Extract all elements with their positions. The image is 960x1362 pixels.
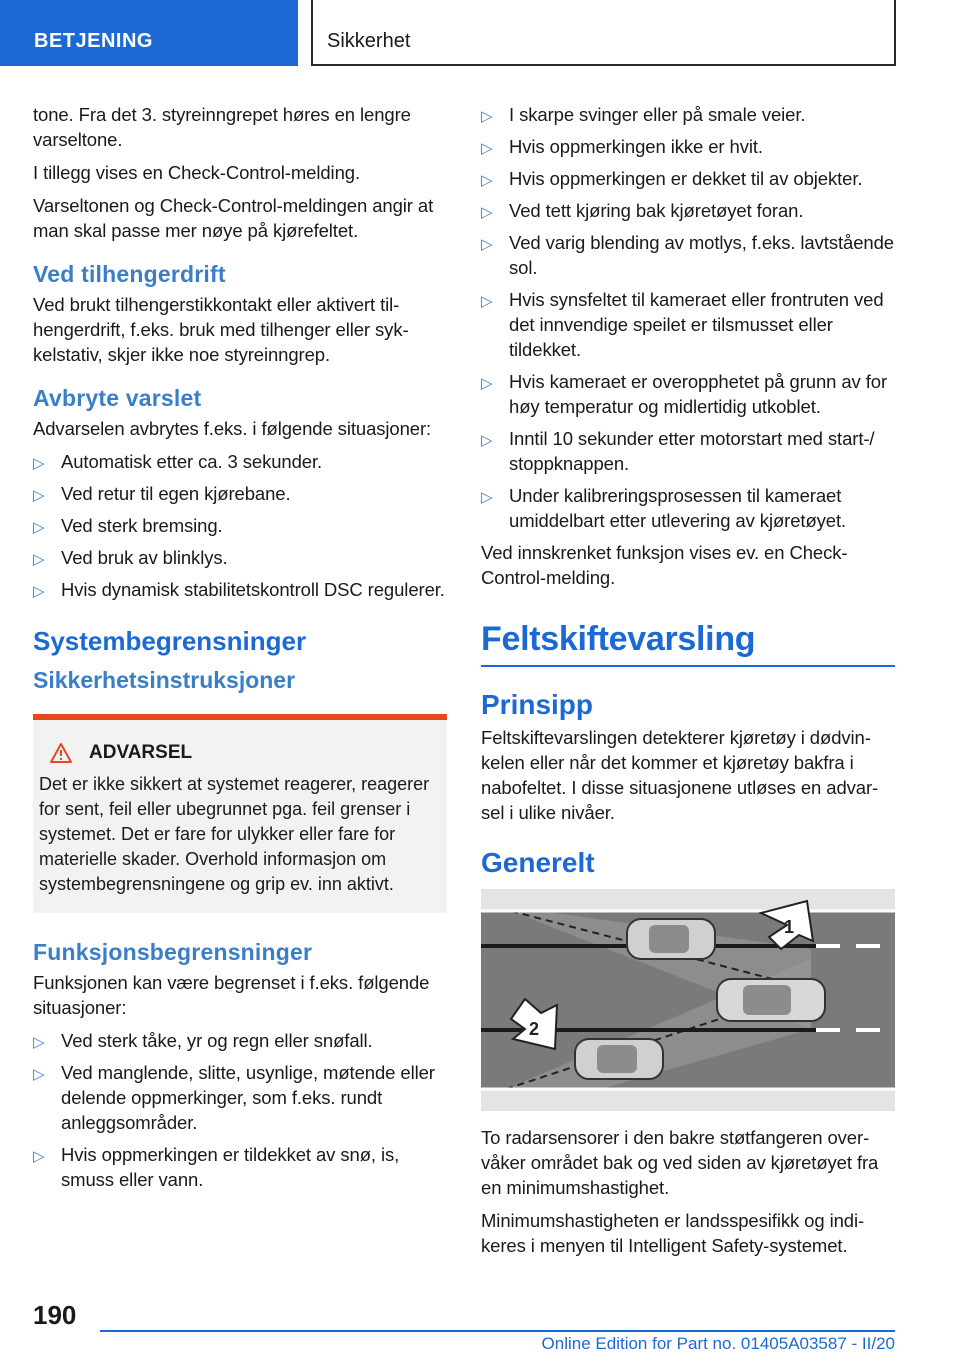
list-item: ▷ Hvis dynamisk stabilitetskontroll DSC regulerer.	[33, 577, 447, 602]
list-item: ▷ Under kalibreringsprosessen til kameraet umiddelbart etter utlevering av kjøretøyet.	[481, 485, 847, 531]
warning-header	[39, 742, 437, 764]
list-item: ▷ Ved sterk tåke, yr og regn eller snøfall.	[33, 1028, 447, 1053]
list-item: ▷ Ved sterk bremsing.	[33, 513, 447, 538]
triangle-bullet-icon: ▷	[481, 293, 493, 310]
paragraph: tone. Fra det 3. styreinngrepet høres en lengre varseltone.	[33, 104, 411, 150]
list-item: ▷ Ved manglende, slitte, usynlige, møtende eller delende oppmerkinger, som f.eks. rundt anleggsområder.	[33, 1062, 435, 1133]
heading-funksjonsbegrensninger: Funksjonsbegrensninger	[33, 939, 313, 965]
triangle-bullet-icon: ▷	[481, 236, 493, 253]
triangle-bullet-icon: ▷	[33, 583, 45, 600]
list-item: ▷ Ved varig blending av motlys, f.eks. lavtstående sol.	[481, 232, 894, 278]
paragraph: Varseltonen og Check-Control-meldingen angir at man skal passe mer nøye på kjørefeltet.	[33, 195, 434, 241]
paragraph: Feltskiftevarslingen detekterer kjøretøy i dødvinkelen eller når det kommer et kjøretøy bakfra i nabofeltet. I disse situasjonene utløses en advarsel i ulike nivåer.	[481, 727, 879, 823]
topic-title: Sikkerhet	[311, 0, 896, 66]
heading-sikkerhetsinstruksjoner: Sikkerhetsinstruksjoner	[33, 667, 296, 693]
paragraph: Advarselen avbrytes f.eks. i følgende situasjoner:	[33, 418, 432, 439]
bullet-list	[481, 102, 895, 533]
svg-text:1: 1	[784, 917, 795, 937]
list-item: ▷ Automatisk etter ca. 3 sekunder.	[33, 449, 447, 474]
warning-text: Det er ikke sikkert at systemet reagerer, reagerer for sent, feil eller ubegrunnet pga. feil grenser i systemet. Det er fare for ulykker eller fare for materielle skader. Overhold informasjon om systembegrensningene og grip ev. inn aktivt.	[39, 774, 430, 894]
list-item: ▷ Hvis oppmerkingen ikke er hvit.	[481, 134, 895, 159]
triangle-bullet-icon: ▷	[33, 1034, 45, 1051]
heading-feltskiftevarsling: Feltskiftevarsling	[481, 620, 895, 667]
triangle-bullet-icon: ▷	[481, 108, 493, 125]
list-item: ▷ Ved bruk av blinklys.	[33, 545, 447, 570]
warning-box	[33, 714, 447, 913]
triangle-bullet-icon: ▷	[33, 551, 45, 568]
car-top-left	[627, 919, 715, 959]
paragraph: Ved innskrenket funksjon vises ev. en Check-Control-melding.	[481, 542, 848, 588]
triangle-bullet-icon: ▷	[481, 140, 493, 157]
list-item: ▷ Ved tett kjøring bak kjøretøyet foran.	[481, 198, 895, 223]
section-tab: BETJENING	[0, 0, 298, 66]
triangle-bullet-icon: ▷	[481, 172, 493, 189]
triangle-bullet-icon: ▷	[33, 487, 45, 504]
list-item: ▷ Ved retur til egen kjørebane.	[33, 481, 447, 506]
list-item: ▷ Inntil 10 sekunder etter motorstart med start-/ stoppknappen.	[481, 428, 875, 474]
warning-title: ADVARSEL	[89, 742, 193, 763]
list-item: ▷ Hvis kameraet er overopphetet på grunn av for høy temperatur og midlertidig utkoblet.	[481, 371, 888, 417]
list-item: ▷ Hvis oppmerkingen er tildekket av snø, is, smuss eller vann.	[33, 1144, 400, 1190]
triangle-bullet-icon: ▷	[33, 1148, 45, 1165]
triangle-bullet-icon: ▷	[481, 489, 493, 506]
heading-prinsipp: Prinsipp	[481, 689, 594, 720]
triangle-bullet-icon: ▷	[481, 432, 493, 449]
page-number: 190	[33, 1300, 77, 1330]
triangle-bullet-icon: ▷	[33, 519, 45, 536]
road-diagram	[481, 889, 895, 1111]
paragraph: To radarsensorer i den bakre støtfangeren overvåker området bak og ved siden av kjøretøyet fra en minimumshastighet.	[481, 1127, 879, 1198]
right-column	[481, 102, 895, 1266]
footer-divider	[100, 1330, 895, 1332]
list-item: ▷ I skarpe svinger eller på smale veier.	[481, 102, 895, 127]
left-column	[33, 102, 447, 1199]
footer-edition: Online Edition for Part no. 01405A03587 - II/20	[541, 1334, 895, 1353]
triangle-bullet-icon: ▷	[33, 455, 45, 472]
heading-avbryte-varslet: Avbryte varslet	[33, 385, 202, 411]
paragraph: I tillegg vises en Check-Control-melding.	[33, 162, 360, 183]
car-bottom-left	[575, 1039, 663, 1079]
lane-change-illustration	[481, 889, 895, 1111]
bullet-list	[33, 1028, 447, 1192]
heading-generelt: Generelt	[481, 847, 595, 878]
paragraph: Minimumshastigheten er landsspesifikk og indikeres i menyen til Intelligent Safety-systemet.	[481, 1210, 865, 1256]
list-item: ▷ Hvis oppmerkingen er dekket til av objekter.	[481, 166, 895, 191]
car-own	[717, 979, 825, 1021]
warning-triangle-icon	[49, 742, 73, 764]
triangle-bullet-icon: ▷	[481, 204, 493, 221]
triangle-bullet-icon: ▷	[481, 375, 493, 392]
paragraph: Funksjonen kan være begrenset i f.eks. følgende situasjoner:	[33, 972, 430, 1018]
triangle-bullet-icon: ▷	[33, 1066, 45, 1083]
bullet-list	[33, 449, 447, 602]
paragraph: Ved brukt tilhengerstikkontakt eller aktivert tilhengerdrift, f.eks. bruk med tilhenger eller sykkelstativ, skjer ikke noe styreinngrep.	[33, 294, 409, 365]
list-item: ▷ Hvis synsfeltet til kameraet eller frontruten ved det innvendige speilet er tilsmusset eller tildekket.	[481, 289, 884, 360]
heading-tilhengerdrift: Ved tilhengerdrift	[33, 261, 226, 287]
svg-text:2: 2	[529, 1019, 540, 1039]
heading-systembegrensninger: Systembegrensninger	[33, 626, 307, 656]
